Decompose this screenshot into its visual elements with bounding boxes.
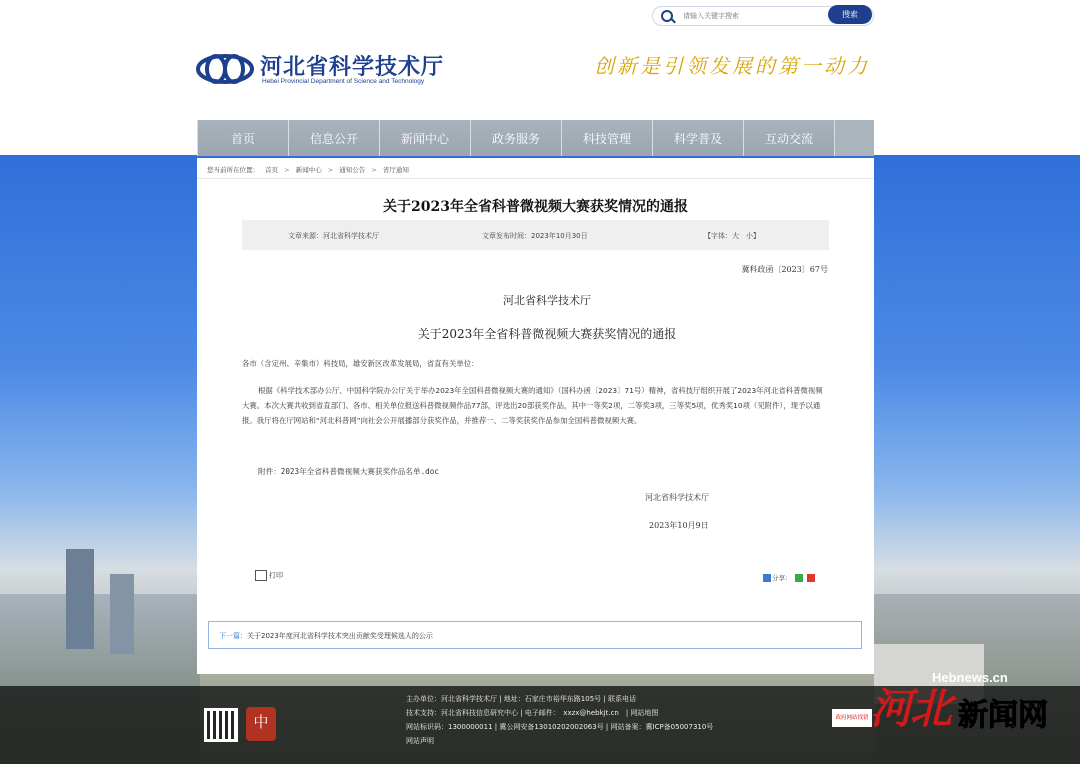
article-date: 文章发布时间：2023年10月30日: [482, 232, 588, 240]
nav-news[interactable]: 新闻中心: [380, 120, 471, 156]
footer-line-support: 技术支持：河北省科技信息研究中心 | 电子邮件： xxzx@hebkjt.cn | 网站地图: [406, 709, 659, 717]
breadcrumb: [207, 165, 413, 174]
article-title: 关于2023年全省科普微视频大赛获奖情况的通报: [383, 199, 688, 215]
article-panel: [197, 158, 874, 674]
nav-interaction[interactable]: 互动交流: [744, 120, 835, 156]
nav-home[interactable]: 首页: [197, 120, 289, 156]
slogan: 创新是引领发展的第一动力: [594, 54, 870, 78]
share-label: 分享：: [772, 574, 792, 582]
next-article[interactable]: [208, 621, 862, 649]
watermark-logo-cn: 河北: [870, 684, 951, 733]
watermark-logo-news: 新闻网: [958, 698, 1048, 733]
issuing-org: 河北省科学技术厅: [503, 294, 591, 307]
nav-spacer: [835, 120, 874, 156]
qr-pattern: [207, 711, 235, 739]
share-bar: [762, 573, 816, 582]
printer-icon: [255, 570, 267, 581]
main-nav: [197, 120, 874, 156]
breadcrumb-notices[interactable]: 通知公告: [339, 166, 366, 174]
nav-sci-popularization[interactable]: 科学普及: [653, 120, 744, 156]
footer-statement-link[interactable]: 网站声明: [406, 737, 434, 745]
signature-org: 河北省科学技术厅: [645, 493, 709, 502]
wechat-icon[interactable]: [795, 574, 803, 582]
attachment-link[interactable]: 附件：2023年全省科普微视频大赛获奖作品名单.doc: [258, 467, 439, 476]
breadcrumb-sep: >: [284, 166, 290, 174]
logo-title: 河北省科学技术厅: [260, 55, 445, 80]
document-title: 关于2023年全省科普微视频大赛获奖情况的通报: [417, 327, 677, 341]
breadcrumb-sep: >: [371, 166, 377, 174]
recipients: 各市（含定州、辛集市）科技局，雄安新区改革发展局，省直有关单位：: [242, 359, 479, 368]
search-input[interactable]: [681, 8, 830, 24]
party-gov-badge[interactable]: 中: [246, 707, 276, 741]
footer-info: [406, 692, 713, 748]
font-size-toggle[interactable]: 【字体：大 小】: [704, 232, 760, 240]
watermark-site: Hebnews.cn: [932, 670, 1008, 685]
breadcrumb-news[interactable]: 新闻中心: [295, 166, 322, 174]
signature-date: 2023年10月9日: [649, 521, 709, 530]
nav-sci-management[interactable]: 科技管理: [562, 120, 653, 156]
body-paragraph: 根据《科学技术部办公厅、中国科学院办公厅关于举办2023年全国科普微视频大赛的通知》（国科办函〔2023〕71号）精神，省科技厅组织开展了2023年河北省科普微视频大赛。本次大赛共收到省直部门、各市、相关单位报送科普微视频作品77部，评选出20部获奖作品，其中一等奖2项，二等奖3项，三等奖5项，优秀奖10项（见附件），现予以通报。我厅将在厅网站和“河北科普网”向社会公开展播部分获奖作品，并推荐一、二等奖获奖作品参加全国科普微视频大赛。: [242, 386, 823, 425]
department-emblem-icon: [196, 52, 254, 86]
gov-error-report-badge[interactable]: 政府网站找错: [832, 709, 872, 727]
search-button[interactable]: 搜索: [828, 5, 872, 24]
site-logo[interactable]: [196, 50, 456, 90]
weibo-icon[interactable]: [807, 574, 815, 582]
search-icon: [661, 10, 673, 22]
tower: [110, 574, 134, 654]
breadcrumb-sep: >: [327, 166, 334, 174]
qr-code: [204, 708, 238, 742]
footer-line-ids: 网站标识码：1300000011 | 冀公网安备13010202002063号 | 网站备案：冀ICP备05007310号: [406, 723, 714, 731]
share-plus-icon[interactable]: [763, 574, 771, 582]
logo-subtitle: Hebei Provincial Department of Science and Technology: [262, 78, 425, 85]
footer-line-sponsor: 主办单位：河北省科学技术厅 | 地址：石家庄市裕华东路105号 | 联系电话: [406, 695, 636, 703]
article-source: 文章来源：河北省科学技术厅: [288, 232, 379, 240]
article-meta: [242, 220, 829, 250]
breadcrumb-dept-notices[interactable]: 省厅通知: [382, 166, 409, 174]
divider: [197, 178, 874, 179]
nav-services[interactable]: 政务服务: [471, 120, 562, 156]
tower: [66, 549, 94, 649]
breadcrumb-label: 您当前所在位置：: [207, 166, 259, 174]
next-article-title[interactable]: 关于2023年度河北省科学技术突出贡献奖受理候选人的公示: [247, 632, 433, 640]
print-label: 打印: [269, 571, 283, 580]
next-article-label: 下一篇：: [219, 632, 247, 640]
breadcrumb-home[interactable]: 首页: [265, 166, 279, 174]
nav-info[interactable]: 信息公开: [289, 120, 380, 156]
print-button[interactable]: [255, 570, 283, 581]
document-number: 冀科政函〔2023〕67号: [741, 265, 828, 274]
